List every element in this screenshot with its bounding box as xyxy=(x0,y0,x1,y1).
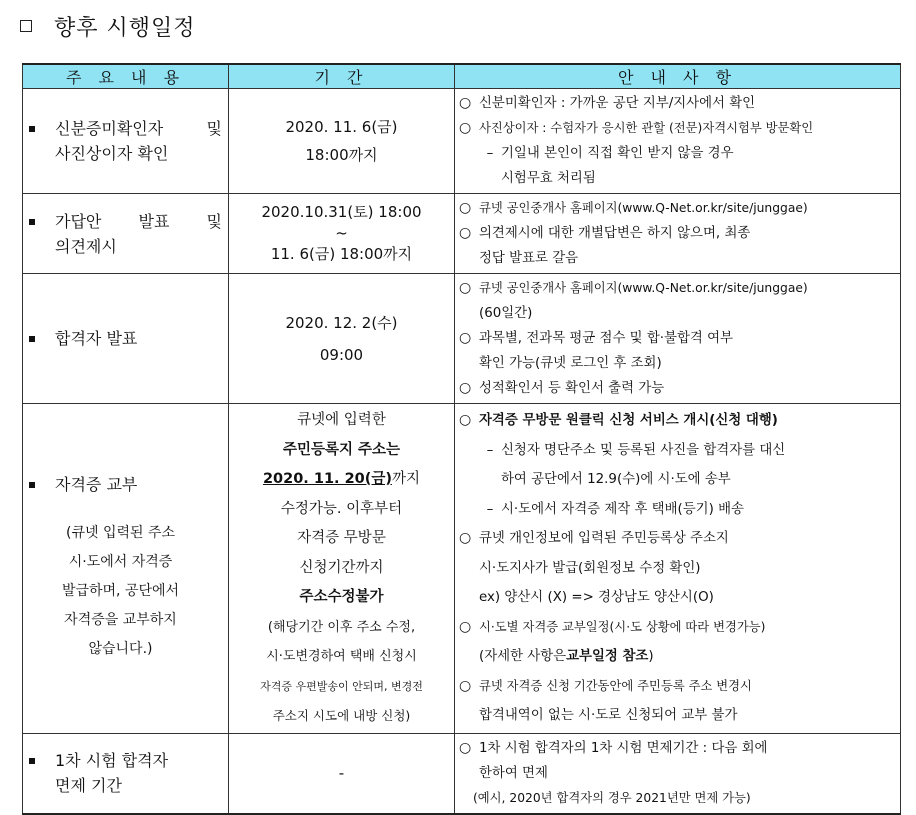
guide-text: 한하여 면제 xyxy=(479,765,548,781)
dash-bullet-icon: – xyxy=(486,146,494,161)
circle-bullet-icon: ○ xyxy=(459,677,472,694)
guide-text: 시·도에서 자격증 제작 후 택배(등기) 배송 xyxy=(501,501,744,517)
circle-bullet-icon: ○ xyxy=(459,618,472,635)
circle-bullet-icon: ○ xyxy=(459,280,472,296)
row4-period-text: 주민등록지 주소는 xyxy=(282,441,401,458)
guide-text: (60일간) xyxy=(479,306,533,321)
guide-text: 큐넷 개인정보에 입력된 주민등록상 주소지 xyxy=(479,531,729,546)
row2-item-text: 가답안 xyxy=(55,211,102,231)
guide-text: 하여 공단에서 12.9(수)에 시·도에 송부 xyxy=(501,472,731,487)
guide-text-bold: 교부일정 참조 xyxy=(566,649,649,664)
row4-period-cell xyxy=(229,404,455,734)
guide-text: ) xyxy=(648,649,654,664)
square-bullet-icon xyxy=(29,219,35,225)
row3-guide-cell xyxy=(455,274,901,404)
circle-bullet-icon: ○ xyxy=(459,330,472,346)
row4-period-text: 주소지 시도에 내방 신청) xyxy=(272,708,411,723)
guide-text: 기일내 본인이 직접 확인 받지 않을 경우 xyxy=(501,146,734,161)
circle-bullet-icon: ○ xyxy=(459,225,472,241)
square-bullet-icon xyxy=(29,126,35,132)
row4-guide-cell xyxy=(455,404,901,734)
guide-text: 시험무효 처리됨 xyxy=(501,171,596,186)
dash-bullet-icon: – xyxy=(486,442,494,458)
header-row xyxy=(23,64,901,89)
square-bullet-icon xyxy=(29,336,35,342)
row1-item-text: 사진상이자 확인 xyxy=(55,144,169,163)
header-guide: 안 내 사 항 xyxy=(455,64,901,89)
row4-period-text: 자격증 무방문 xyxy=(297,530,386,546)
row5-period-cell xyxy=(229,733,455,814)
square-bullet-icon xyxy=(20,20,32,32)
guide-text: 신분미확인자 : 가까운 공단 지부/지사에서 확인 xyxy=(479,96,756,111)
row4-note-text: 시·도에서 자격증 xyxy=(68,554,173,571)
circle-bullet-icon: ○ xyxy=(459,530,472,546)
circle-bullet-icon: ○ xyxy=(459,95,472,111)
guide-text: 확인 가능(큐넷 로그인 후 조회) xyxy=(479,356,662,371)
row5-item-text: 면제 기간 xyxy=(55,776,122,795)
dash-bullet-icon: – xyxy=(486,501,494,517)
circle-bullet-icon: ○ xyxy=(459,380,472,396)
row2-item-cell xyxy=(23,194,229,274)
row3-item-cell xyxy=(23,274,229,404)
guide-text: 큐넷 공인중개사 홈페이지(www.Q-Net.or.kr/site/junggae) xyxy=(479,281,808,295)
guide-text: 합격내역이 없는 시·도로 신청되어 교부 불가 xyxy=(479,708,738,723)
row1-period-cell xyxy=(229,89,455,194)
guide-text: ex) 양산시 (X) => 경상남도 양산시(O) xyxy=(479,590,714,605)
row4-item-cell xyxy=(23,404,229,734)
row5-guide-cell xyxy=(455,733,901,814)
row5-item-text: 1차 시험 합격자 xyxy=(55,751,169,770)
row4-note-text: 자격증을 교부하지 xyxy=(64,612,177,629)
guide-text: 자격증 무방문 원클릭 신청 서비스 개시(신청 대행) xyxy=(479,413,778,428)
circle-bullet-icon: ○ xyxy=(459,200,472,216)
guide-text: 성적확인서 등 확인서 출력 가능 xyxy=(479,381,665,396)
row1-guide-cell xyxy=(455,89,901,194)
guide-text: 시·도별 자격증 교부일정(시·도 상황에 따라 변경가능) xyxy=(479,619,766,634)
row2-item-text: 발표 xyxy=(138,211,170,231)
row4-item-text: 자격증 교부 xyxy=(55,475,138,495)
row4-note-text: 발급하며, 공단에서 xyxy=(61,583,180,600)
row2-period-cell xyxy=(229,194,455,274)
row4-period-text: 수정가능. 이후부터 xyxy=(280,500,403,517)
guide-text: 과목별, 전과목 평균 점수 및 합·불합격 여부 xyxy=(479,331,733,346)
row4-period-text: 주소수정불가 xyxy=(299,589,384,605)
section-title xyxy=(20,6,196,46)
square-bullet-icon xyxy=(29,758,35,764)
row1-period-text: 18:00까지 xyxy=(305,146,378,164)
row3-period-text: 09:00 xyxy=(319,345,364,364)
row2-guide-cell xyxy=(455,194,901,274)
guide-text: 1차 시험 합격자의 1차 시험 면제기간 : 다음 회에 xyxy=(479,740,768,756)
row4-period-text: 큐넷에 입력한 xyxy=(297,412,386,428)
row4-period-text: 까지 xyxy=(392,471,421,487)
table-row xyxy=(23,733,901,814)
row5-period-text: - xyxy=(338,764,345,782)
row4-period-text: 신청기간까지 xyxy=(299,559,384,576)
guide-text: 시·도지사가 발급(회원정보 수정 확인) xyxy=(479,560,701,576)
square-bullet-icon xyxy=(29,482,35,488)
row4-note-text: (큐넷 입력된 주소 xyxy=(65,525,176,542)
guide-text: (자세한 사항은 xyxy=(479,649,567,664)
row3-period-text: 2020. 12. 2(수) xyxy=(285,313,398,332)
schedule-table xyxy=(22,63,901,815)
guide-text: 신청자 명단주소 및 등록된 사진을 합격자를 대신 xyxy=(501,442,786,458)
table-row xyxy=(23,194,901,274)
row2-period-text: ~ xyxy=(335,224,348,242)
row2-item-text: 의견제시 xyxy=(55,236,117,256)
circle-bullet-icon: ○ xyxy=(459,412,472,428)
row4-period-date: 2020. 11. 20(금) xyxy=(262,471,393,487)
guide-text: 의견제시에 대한 개별답변은 하지 않으며, 최종 xyxy=(479,226,751,241)
row5-item-cell xyxy=(23,733,229,814)
guide-text: 정답 발표로 갈음 xyxy=(479,251,579,266)
row4-note-text: 않습니다.) xyxy=(88,641,153,658)
table-row xyxy=(23,404,901,734)
row1-item-cell xyxy=(23,89,229,194)
header-main-content: 주 요 내 용 xyxy=(23,64,229,89)
row2-item-text: 및 xyxy=(206,211,222,231)
row3-period-cell xyxy=(229,274,455,404)
guide-text: 큐넷 자격증 신청 기간동안에 주민등록 주소 변경시 xyxy=(479,678,752,693)
row4-period-text: (해당기간 이후 주소 수정, xyxy=(267,619,416,635)
header-period: 기 간 xyxy=(229,64,455,89)
row1-item-text: 및 xyxy=(206,119,222,138)
guide-text: 큐넷 공인중개사 홈페이지(www.Q-Net.or.kr/site/junggae) xyxy=(479,201,808,215)
guide-text: 사진상이자 : 수험자가 응시한 관할 (전문)자격시험부 방문확인 xyxy=(479,121,814,135)
circle-bullet-icon: ○ xyxy=(459,120,472,136)
row3-item-text: 합격자 발표 xyxy=(55,329,138,348)
guide-text: (예시, 2020년 합격자의 경우 2021년만 면제 가능) xyxy=(473,790,751,805)
table-row xyxy=(23,274,901,404)
circle-bullet-icon: ○ xyxy=(459,739,472,756)
row1-period-text: 2020. 11. 6(금) xyxy=(285,118,398,136)
row4-period-text: 시·도변경하여 택배 신청시 xyxy=(266,649,417,664)
row2-period-text: 11. 6(금) 18:00까지 xyxy=(270,245,413,263)
page-title: 향후 시행일정 xyxy=(54,15,196,41)
table-row xyxy=(23,89,901,194)
row2-period-text: 2020.10.31(토) 18:00 xyxy=(261,203,422,221)
row4-period-text: 자격증 우편발송이 안되며, 변경전 xyxy=(260,679,423,693)
row1-item-text: 신분증미확인자 xyxy=(55,119,164,138)
